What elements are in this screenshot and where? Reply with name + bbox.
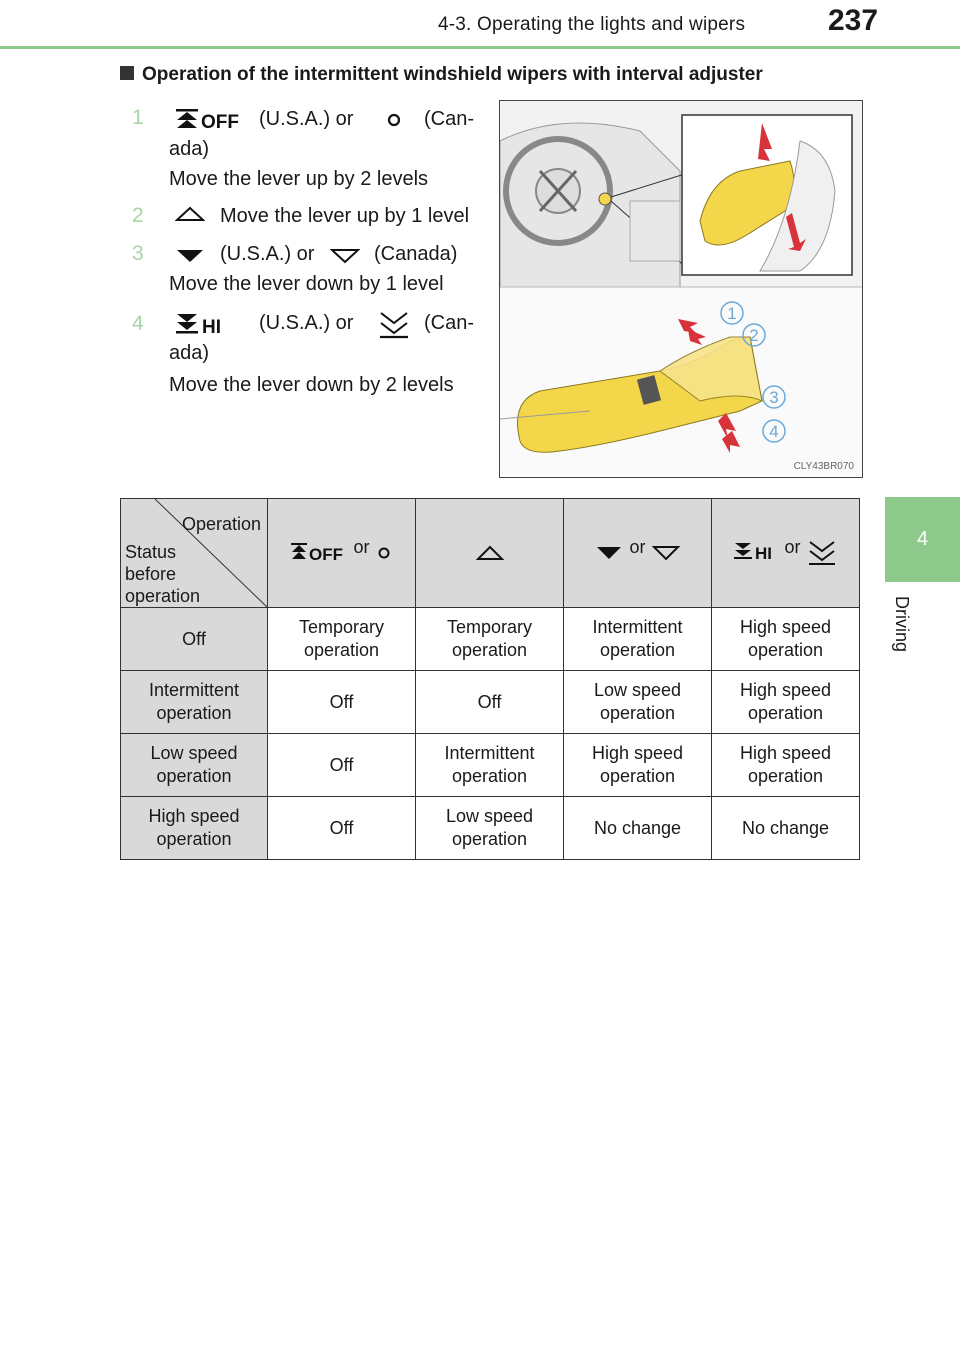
- result-cell: [564, 671, 712, 734]
- section-title: 4-3. Operating the lights and wipers: [438, 14, 746, 35]
- cell-text: High speed: [739, 680, 832, 700]
- cell-text: operation: [156, 766, 232, 786]
- result-cell: [564, 734, 712, 797]
- result-cell: [416, 608, 564, 671]
- cell-text: High speed: [739, 743, 832, 763]
- step-1-text-b: (Can-: [424, 108, 475, 130]
- chevron-up-outline-icon: [476, 545, 504, 561]
- cell-text: operation: [747, 640, 824, 660]
- header-rule: [0, 46, 960, 49]
- step-1-text-c: ada): [169, 138, 210, 160]
- result-cell: [416, 671, 564, 734]
- header-up-column: [416, 499, 564, 608]
- figure-code: CLY43BR070: [793, 461, 854, 472]
- table-row: [121, 734, 860, 797]
- result-cell: [416, 734, 564, 797]
- result-cell: [268, 797, 416, 860]
- circle-icon: [376, 545, 392, 561]
- step-4-text-a: (U.S.A.) or: [259, 312, 354, 334]
- section-heading: [120, 64, 763, 86]
- cell-text: Off: [182, 628, 206, 649]
- table-row: [121, 671, 860, 734]
- table-row: [121, 608, 860, 671]
- table-body: [121, 608, 860, 860]
- chevron-up-outline-icon: [175, 206, 205, 222]
- status-cell: [121, 671, 268, 734]
- section-heading-text: Operation of the intermittent windshield wipers with interval adjuster: [142, 64, 763, 85]
- cell-text: Temporary: [446, 617, 533, 637]
- cell-text: No change: [593, 817, 682, 838]
- chapter-number: 4: [916, 528, 929, 550]
- cell-text: Off: [329, 817, 354, 838]
- wiper-lever-illustration: [499, 100, 863, 478]
- result-cell: [268, 608, 416, 671]
- step-1-number: 1: [132, 106, 144, 129]
- cell-text: Low speed: [150, 743, 238, 763]
- operation-label: Operation: [181, 514, 261, 534]
- cell-text: operation: [156, 703, 232, 723]
- cell-text: operation: [599, 703, 676, 723]
- cell-text: Temporary: [298, 617, 385, 637]
- circle-icon: [386, 112, 402, 128]
- table-header-row: [121, 499, 860, 608]
- svg-text:OFF: OFF: [309, 545, 344, 564]
- cell-text: operation: [451, 829, 528, 849]
- result-cell: [712, 671, 860, 734]
- step-4-text-b: (Can-: [424, 312, 475, 334]
- step-3-description: Move the lever down by 1 level: [169, 273, 444, 295]
- cell-text: operation: [747, 766, 824, 786]
- bullet-square-icon: [120, 66, 134, 80]
- cell-text: operation: [451, 640, 528, 660]
- callout-4: 4: [769, 422, 779, 441]
- triangle-down-filled-icon: [595, 545, 623, 561]
- double-chevron-down-line-icon: [807, 539, 837, 567]
- wiper-operation-table: [120, 498, 860, 860]
- header-hi-column: [712, 499, 860, 608]
- table-corner-cell: [121, 499, 268, 608]
- cell-text: Low speed: [445, 806, 534, 826]
- step-3-text-a: (U.S.A.) or: [220, 243, 315, 265]
- result-cell: [712, 797, 860, 860]
- chapter-label: [890, 596, 920, 676]
- status-cell: [121, 608, 268, 671]
- cell-text: High speed: [591, 743, 684, 763]
- step-4-text-c: ada): [169, 342, 210, 364]
- result-cell: [712, 734, 860, 797]
- cell-text: Intermittent: [148, 680, 240, 700]
- callout-1: 1: [727, 304, 737, 323]
- cell-text: Off: [329, 754, 354, 775]
- header-off-column: [268, 499, 416, 608]
- or-label: or: [784, 536, 801, 557]
- cell-text: Intermittent: [444, 743, 535, 763]
- cell-text: operation: [747, 703, 824, 723]
- step-3-number: 3: [132, 242, 144, 265]
- svg-text:HI: HI: [755, 544, 773, 563]
- cell-text: operation: [303, 640, 380, 660]
- cell-text: High speed: [739, 617, 832, 637]
- cell-text: operation: [451, 766, 528, 786]
- hi-label: HI: [202, 317, 221, 338]
- off-label: OFF: [201, 112, 239, 132]
- double-chevron-down-line-icon: [378, 310, 410, 340]
- callout-3: 3: [769, 388, 779, 407]
- mist-off-icon: [176, 108, 246, 132]
- step-1-text-a: (U.S.A.) or: [259, 108, 354, 130]
- chapter-label-text: Driving: [892, 596, 912, 653]
- step-2-number: 2: [132, 204, 144, 227]
- cell-text: Intermittent: [592, 617, 683, 637]
- triangle-down-filled-icon: [175, 248, 205, 264]
- mist-off-icon: [291, 542, 347, 564]
- result-cell: [564, 797, 712, 860]
- or-label: or: [353, 536, 370, 557]
- result-cell: [268, 734, 416, 797]
- callout-2: 2: [749, 326, 759, 345]
- status-cell: [121, 797, 268, 860]
- page-number: 237: [828, 4, 879, 37]
- result-cell: [268, 671, 416, 734]
- table-row: [121, 797, 860, 860]
- header-down-column: [564, 499, 712, 608]
- status-before-operation-label: Status before operation: [125, 542, 201, 606]
- cell-text: operation: [599, 640, 676, 660]
- high-speed-icon: [176, 312, 236, 338]
- lever-diagram: [500, 101, 862, 477]
- cell-text: operation: [599, 766, 676, 786]
- triangle-down-outline-icon: [652, 545, 680, 561]
- step-4-description: Move the lever down by 2 levels: [169, 374, 454, 396]
- result-cell: [712, 608, 860, 671]
- cell-text: No change: [741, 817, 830, 838]
- cell-text: operation: [156, 829, 232, 849]
- triangle-down-outline-icon: [330, 248, 360, 264]
- high-speed-icon: [734, 542, 778, 564]
- cell-text: Off: [477, 691, 502, 712]
- result-cell: [564, 608, 712, 671]
- step-2-description: Move the lever up by 1 level: [220, 205, 470, 227]
- result-cell: [416, 797, 564, 860]
- or-label: or: [629, 536, 646, 557]
- cell-text: High speed: [148, 806, 240, 826]
- step-1-description: Move the lever up by 2 levels: [169, 168, 429, 190]
- step-4-number: 4: [132, 312, 144, 335]
- chapter-tab: [885, 497, 960, 582]
- step-3-text-b: (Canada): [374, 243, 458, 265]
- cell-text: Off: [329, 691, 354, 712]
- cell-text: Low speed: [593, 680, 682, 700]
- status-cell: [121, 734, 268, 797]
